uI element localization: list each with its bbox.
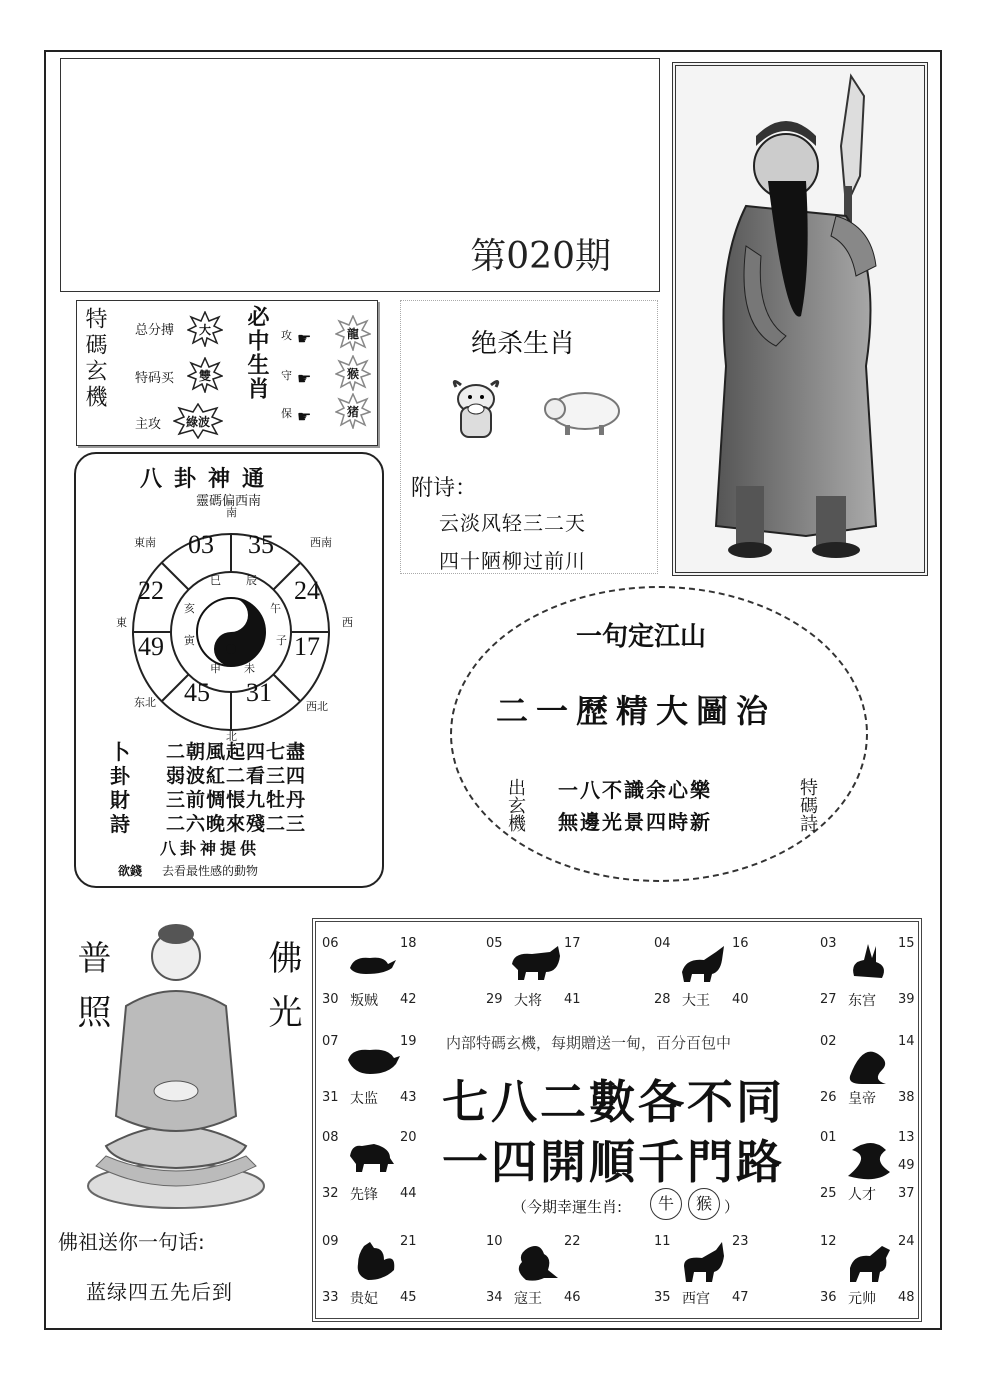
rooster-icon [344, 1240, 400, 1286]
zodiac-number: 12 [820, 1234, 837, 1249]
sheep-icon [541, 387, 625, 441]
buddha-illustration [86, 916, 266, 1216]
zodiac-cell [484, 934, 584, 1014]
zodiac-cell [320, 1128, 420, 1208]
row-label: 特码买 [135, 371, 175, 386]
goat-icon [676, 1240, 732, 1286]
must-zodiac-title: 必中生肖 [244, 305, 269, 401]
lucky-badge: 牛 [650, 1188, 682, 1220]
zodiac-name: 寇王 [514, 1291, 542, 1307]
zodiac-number: 49 [898, 1158, 915, 1173]
zodiac-number: 31 [322, 1090, 339, 1105]
zodiac-name: 东宫 [848, 993, 876, 1009]
verse-head: 卜 卦 財 詩 [110, 740, 130, 836]
snake-icon [842, 1136, 898, 1182]
bagua-number: 49 [138, 632, 164, 661]
zodiac-number: 22 [564, 1234, 581, 1249]
starburst-badge: 大 [187, 311, 223, 347]
zodiac-number: 48 [898, 1290, 915, 1305]
oval-title: 一句定江山 [576, 622, 707, 652]
lucky-close: ） [724, 1198, 740, 1216]
zodiac-cell [320, 1232, 420, 1312]
verse-body: 二朝風起四七盡 弱波紅二看三四 三前惆悵九牡丹 二六晚來殘二三 [166, 741, 307, 835]
must-label: 保 [281, 407, 292, 420]
zodiac-panel [312, 918, 922, 1322]
zodiac-cell [320, 934, 420, 1014]
zodiac-cell [484, 1232, 584, 1312]
pointing-hand-icon: ☛ [297, 369, 312, 388]
zodiac-cell [818, 1128, 918, 1208]
special-code-title: 特碼玄機 [82, 307, 107, 411]
zodiac-number: 16 [732, 936, 749, 951]
direction-label: 西 [342, 616, 353, 629]
buddha-left-text: 普照 [71, 940, 111, 1048]
zodiac-name: 大将 [514, 993, 542, 1009]
must-label: 攻 [281, 329, 292, 342]
direction-label: 東南 [134, 536, 156, 549]
bagua-number: 03 [188, 530, 214, 559]
bagua-number: 24 [294, 576, 320, 605]
starburst-badge: 綠波 [173, 403, 223, 439]
footer-text: 去看最性感的動物 [162, 864, 259, 878]
branch-label: 午 [270, 602, 281, 615]
ox-icon [451, 377, 501, 451]
zodiac-number: 11 [654, 1234, 671, 1249]
tiger-icon [676, 942, 732, 988]
zodiac-name: 元帅 [848, 1291, 876, 1307]
bagua-title: 八卦神通 [140, 466, 277, 492]
zodiac-number: 46 [564, 1290, 581, 1305]
zodiac-number: 28 [654, 992, 671, 1007]
zodiac-name: 西宫 [682, 1291, 710, 1307]
buddha-right-text: 佛光 [262, 940, 302, 1048]
zodiac-number: 24 [898, 1234, 915, 1249]
zodiac-number: 03 [820, 936, 837, 951]
zodiac-number: 37 [898, 1186, 915, 1201]
guan-yu-illustration [672, 62, 928, 576]
zodiac-number: 15 [898, 936, 915, 951]
provider: 八卦神提供 [160, 839, 261, 858]
zodiac-number: 13 [898, 1130, 915, 1145]
starburst-badge: 猴 [335, 355, 371, 391]
direction-label: 北 [226, 730, 237, 743]
zodiac-name: 先锋 [350, 1187, 378, 1203]
zodiac-number: 19 [400, 1034, 417, 1049]
zodiac-number: 45 [400, 1290, 417, 1305]
starburst-badge: 猪 [335, 393, 371, 429]
zodiac-number: 08 [322, 1130, 339, 1145]
zodiac-cell [818, 934, 918, 1014]
direction-label: 东北 [134, 696, 156, 709]
pointing-hand-icon: ☛ [297, 329, 312, 348]
branch-label: 申 [210, 662, 221, 675]
starburst-badge: 雙 [187, 357, 223, 393]
poem-line: 四十陋柳过前川 [439, 549, 586, 573]
direction-label: 西北 [306, 700, 328, 713]
zodiac-number: 40 [732, 992, 749, 1007]
zodiac-number: 33 [322, 1290, 339, 1305]
starburst-badge: 龍 [335, 315, 371, 351]
oval-main: 二一歷精大圖治 [496, 692, 777, 730]
zodiac-number: 36 [820, 1290, 837, 1305]
pig-icon [344, 1040, 400, 1086]
zodiac-number: 43 [400, 1090, 417, 1105]
zodiac-cell [320, 1032, 420, 1112]
oval-line: 一八不識余心樂 [558, 778, 712, 802]
direction-label: 南 [226, 506, 237, 519]
bagua-number: 17 [294, 632, 320, 661]
zodiac-number: 38 [898, 1090, 915, 1105]
bagua-number: 45 [184, 678, 210, 707]
zodiac-name: 叛贼 [350, 993, 378, 1009]
zodiac-number: 05 [486, 936, 503, 951]
zodiac-number: 17 [564, 936, 581, 951]
zodiac-number: 26 [820, 1090, 837, 1105]
branch-label: 子 [276, 634, 287, 647]
zodiac-number: 10 [486, 1234, 503, 1249]
special-code-box [76, 300, 378, 446]
bagua-number: 35 [248, 530, 274, 559]
row-label: 主攻 [135, 417, 162, 432]
zodiac-number: 41 [564, 992, 581, 1007]
zodiac-name: 贵妃 [350, 1291, 378, 1307]
zodiac-name: 太监 [350, 1091, 378, 1107]
poem-line: 云淡风轻三二天 [439, 511, 586, 535]
zodiac-number: 35 [654, 1290, 671, 1305]
zodiac-number: 02 [820, 1034, 837, 1049]
kill-zodiac-title: 绝杀生肖 [471, 329, 576, 359]
pointing-hand-icon: ☛ [297, 407, 312, 426]
buddha-saying: 蓝绿四五先后到 [86, 1280, 233, 1304]
zodiac-number: 09 [322, 1234, 339, 1249]
oval-left: 出玄機 [505, 778, 526, 832]
footer-label: 欲錢 [118, 864, 143, 878]
direction-label: 東 [116, 616, 127, 629]
zodiac-number: 25 [820, 1186, 837, 1201]
zodiac-number: 39 [898, 992, 915, 1007]
branch-label: 巳 [210, 574, 221, 587]
dog-icon [344, 1136, 400, 1182]
branch-label: 辰 [246, 574, 257, 587]
zodiac-number: 06 [322, 936, 339, 951]
zodiac-number: 18 [400, 936, 417, 951]
zodiac-name: 大王 [682, 993, 710, 1009]
oval-line: 無邊光景四時新 [558, 810, 712, 834]
dragon-icon [842, 1040, 898, 1086]
monkey-icon [508, 1240, 564, 1286]
one-line-oval [450, 586, 868, 882]
branch-label: 寅 [184, 634, 195, 647]
zodiac-number: 01 [820, 1130, 837, 1145]
zodiac-line: 七八二數各不同 [442, 1075, 785, 1129]
zodiac-number: 42 [400, 992, 417, 1007]
zodiac-number: 30 [322, 992, 339, 1007]
horse-icon [842, 1240, 898, 1286]
issue-number: 第020期 [470, 236, 611, 277]
rat-icon [344, 942, 400, 988]
oval-right: 特碼詩 [797, 778, 818, 832]
branch-label: 亥 [184, 602, 195, 615]
zodiac-number: 32 [322, 1186, 339, 1201]
zodiac-cell [818, 1232, 918, 1312]
direction-label: 西南 [310, 536, 332, 549]
zodiac-number: 23 [732, 1234, 749, 1249]
lucky-label: （今期幸運生肖: [512, 1198, 623, 1216]
zodiac-intro: 内部特碼玄機，每期贈送一甸，百分百包中 [446, 1034, 732, 1052]
zodiac-number: 34 [486, 1290, 503, 1305]
bagua-box [74, 452, 384, 888]
zodiac-number: 27 [820, 992, 837, 1007]
zodiac-number: 21 [400, 1234, 417, 1249]
branch-label: 未 [244, 662, 255, 675]
zodiac-cell [652, 1232, 752, 1312]
row-label: 总分搏 [135, 323, 175, 338]
kill-zodiac-box [400, 300, 658, 574]
zodiac-number: 47 [732, 1290, 749, 1305]
zodiac-number: 07 [322, 1034, 339, 1049]
zodiac-cell [652, 934, 752, 1014]
poem-label: 附诗： [411, 476, 478, 501]
zodiac-number: 29 [486, 992, 503, 1007]
zodiac-number: 04 [654, 936, 671, 951]
ox-icon [508, 942, 564, 988]
bagua-subtitle: 靈碼偏西南 [196, 494, 262, 509]
lucky-badge: 猴 [688, 1188, 720, 1220]
bagua-number: 22 [138, 576, 164, 605]
zodiac-number: 44 [400, 1186, 417, 1201]
zodiac-number: 14 [898, 1034, 915, 1049]
must-label: 守 [281, 369, 292, 382]
zodiac-name: 皇帝 [848, 1091, 876, 1107]
zodiac-name: 人才 [848, 1187, 876, 1203]
rabbit-icon [842, 942, 898, 988]
buddha-saying-label: 佛祖送你一句话: [58, 1230, 205, 1254]
zodiac-number: 20 [400, 1130, 417, 1145]
bagua-number: 31 [246, 678, 272, 707]
zodiac-cell [818, 1032, 918, 1112]
title-box [60, 58, 660, 292]
zodiac-line: 一四開順千門路 [442, 1135, 785, 1189]
